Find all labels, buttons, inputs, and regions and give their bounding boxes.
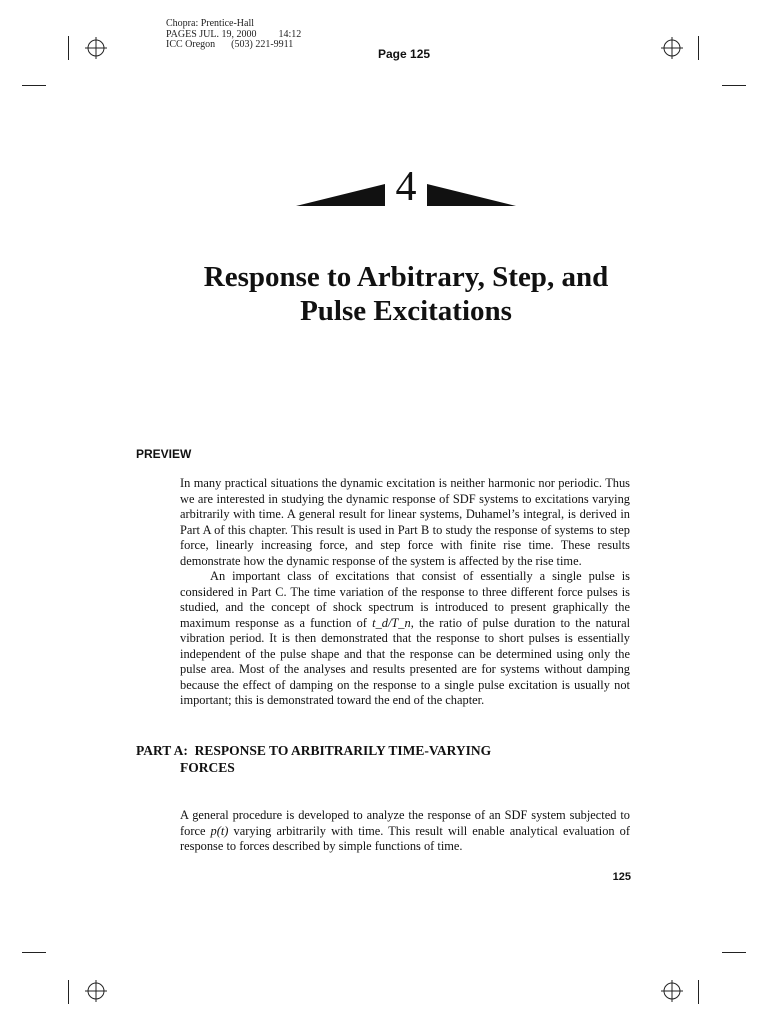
preview-paragraph-1: In many practical situations the dynamic excitation is neither harmonic nor periodic. Thus we are interested in studying the dynamic response of SDF systems to excitations varying arbitrarily with time. A general result for linear systems, Duhamel’s integral, is derived in Part A of this chapter. This result is used in Part B to study the response of systems to step force, linearly increasing force, and step force with finite rise time. These results demonstrate how the dynamic response of the system is affected by the rise time. — [180, 476, 630, 568]
part-a-heading-line-2: FORCES — [180, 760, 235, 775]
part-a-heading — [136, 742, 491, 776]
slug-line-3 — [166, 40, 301, 51]
preview-heading: PREVIEW — [136, 447, 192, 461]
part-a-paragraph-text-b: varying arbitrarily with time. This result will enable analytical evaluation of response to forces described by simple functions of time. — [180, 823, 631, 853]
slug-time: 14:12 — [278, 28, 302, 40]
crop-mark-bottom-right-vertical — [698, 980, 699, 1004]
part-a-heading-line-1: PART A: RESPONSE TO ARBITRARILY TIME-VARYING — [136, 743, 492, 758]
preview-body — [180, 476, 630, 709]
part-a-body — [180, 808, 630, 855]
preview-paragraph-2 — [180, 569, 630, 709]
crop-mark-top-left-horizontal — [22, 85, 46, 86]
crop-mark-bottom-right-horizontal — [722, 952, 746, 953]
slug-line-1: Chopra: Prentice-Hall — [166, 18, 255, 29]
ratio-td-tn: t_d/T_n — [372, 615, 411, 630]
registration-mark-icon — [85, 980, 107, 1002]
slug-phone: (503) 221-9911 — [231, 39, 294, 50]
slug-location: ICC Oregon — [166, 39, 216, 50]
registration-mark-icon — [85, 37, 107, 59]
part-a-paragraph-text-a: A general procedure is developed to analyze the response of an SDF system subjected to force — [180, 808, 630, 838]
crop-mark-top-right-horizontal — [722, 85, 746, 86]
chapter-number: 4 — [395, 164, 417, 210]
crop-mark-top-left-vertical — [68, 36, 69, 60]
page-label: Page 125 — [378, 47, 431, 61]
chapter-title-line-2: Pulse Excitations — [300, 295, 512, 327]
slug-date: PAGES JUL. 19, 2000 — [166, 28, 257, 40]
crop-mark-bottom-left-horizontal — [22, 952, 46, 953]
registration-mark-icon — [661, 980, 683, 1002]
preview-paragraph-2-text-a: An important class of excitations that consist of essentially a single pulse is considered in Part C. The time variation of the response to three different force pulses is studied, and the concept of shock spectrum is introduced to present graphically the maximum response as a function of — [180, 569, 630, 630]
crop-mark-top-right-vertical — [698, 36, 699, 60]
force-p-of-t: p(t) — [210, 823, 229, 838]
chapter-title-line-1: Response to Arbitrary, Step, and — [203, 261, 609, 293]
part-a-paragraph — [180, 808, 630, 855]
crop-mark-bottom-left-vertical — [68, 980, 69, 1004]
preview-paragraph-2-text-b: , the ratio of pulse duration to the natural vibration period. It is then demonstrated that the response to short pulses is essentially independent of the pulse shape and that the response can be determined using only the pulse area. Most of the analyses and results presented are for systems without damping because the effect of damping on the response to a single pulse excitation is usually not important; this is demonstrated toward the end of the chapter. — [180, 615, 631, 707]
chapter-title — [150, 260, 662, 328]
page-number: 125 — [612, 871, 631, 883]
print-slug — [166, 19, 301, 51]
registration-mark-icon — [661, 37, 683, 59]
